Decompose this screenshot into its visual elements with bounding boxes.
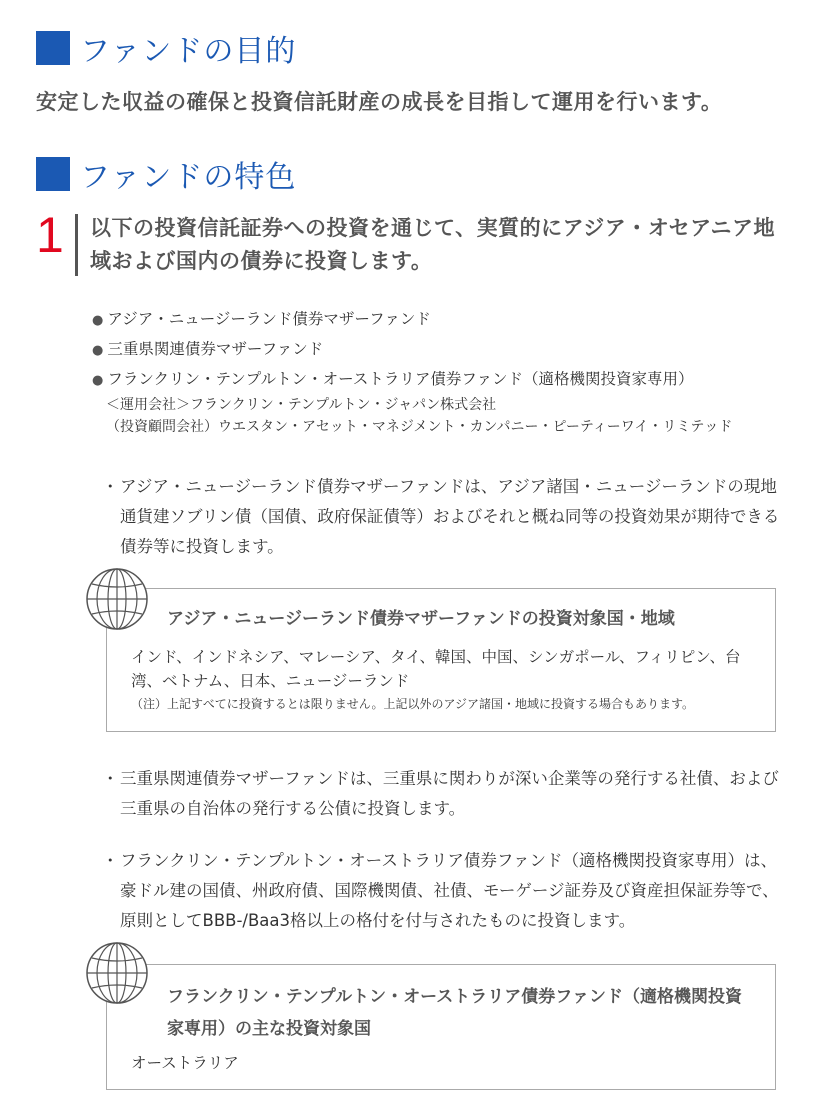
info-box	[106, 964, 776, 1090]
features-heading	[36, 152, 296, 196]
purpose-text: 安定した収益の確保と投資信託財産の成長を目指して運用を行います。	[36, 90, 723, 114]
info-box-note: （注）上記すべてに投資するとは限りません。上記以外のアジア諸国・地域に投資する場合もあります。	[131, 697, 695, 711]
info-box-content: インド、インドネシア、マレーシア、タイ、韓国、中国、シンガポール、フィリピン、台湾、ベトナム、日本、ニュージーランド	[131, 648, 741, 690]
info-box	[106, 588, 776, 732]
fund-description: ・ 三重県関連債券マザーファンドは、三重県に関わりが深い企業等の発行する社債、および三重県の自治体の発行する公債に投資します。	[102, 769, 779, 818]
list-item: ● 三重県関連債券マザーファンド	[92, 340, 324, 358]
features-heading-text: ファンドの特色	[80, 160, 297, 195]
heading-square-icon	[36, 157, 70, 191]
fund-advisor: （投資顧問会社）ウエスタン・アセット・マネジメント・カンパニー・ピーティーワイ・リミテッド	[106, 419, 733, 435]
info-box-title: アジア・ニュージーランド債券マザーファンドの投資対象国・地域	[167, 609, 675, 629]
fund-manager: ＜運用会社＞フランクリン・テンプルトン・ジャパン株式会社	[106, 397, 497, 413]
list-item: ● アジア・ニュージーランド債券マザーファンド	[92, 310, 431, 328]
fund-description: ・ フランクリン・テンプルトン・オーストラリア債券ファンド（適格機関投資家専用）は、豪ドル建の国債、州政府債、国際機関債、社債、モーゲージ証券及び資産担保証券等で、原則としてBBB-/Baa3格以上の格付を付与されたものに投資します。	[102, 851, 779, 930]
fund-description: ・ アジア・ニュージーランド債券マザーファンドは、アジア諸国・ニュージーランドの現地通貨建ソブリン債（国債、政府保証債等）およびそれと概ね同等の投資効果が期待できる債券等に投資します。	[102, 477, 780, 556]
feature-divider	[75, 214, 78, 276]
globe-icon	[84, 940, 150, 1006]
purpose-heading-text: ファンドの目的	[80, 34, 297, 69]
fund-list	[92, 304, 732, 438]
feature-number: 1	[36, 207, 64, 263]
heading-square-icon	[36, 31, 70, 65]
info-box-content: オーストラリア	[131, 1054, 239, 1072]
purpose-heading	[36, 26, 296, 70]
globe-icon	[84, 566, 150, 632]
info-box-title: フランクリン・テンプルトン・オーストラリア債券ファンド（適格機関投資家専用）の主な投資対象国	[167, 987, 742, 1039]
list-item: ● フランクリン・テンプルトン・オーストラリア債券ファンド（適格機関投資家専用）	[92, 370, 694, 388]
feature-text: 以下の投資信託証券への投資を通じて、実質的にアジア・オセアニア地域および国内の債券に投資します。	[90, 216, 776, 273]
